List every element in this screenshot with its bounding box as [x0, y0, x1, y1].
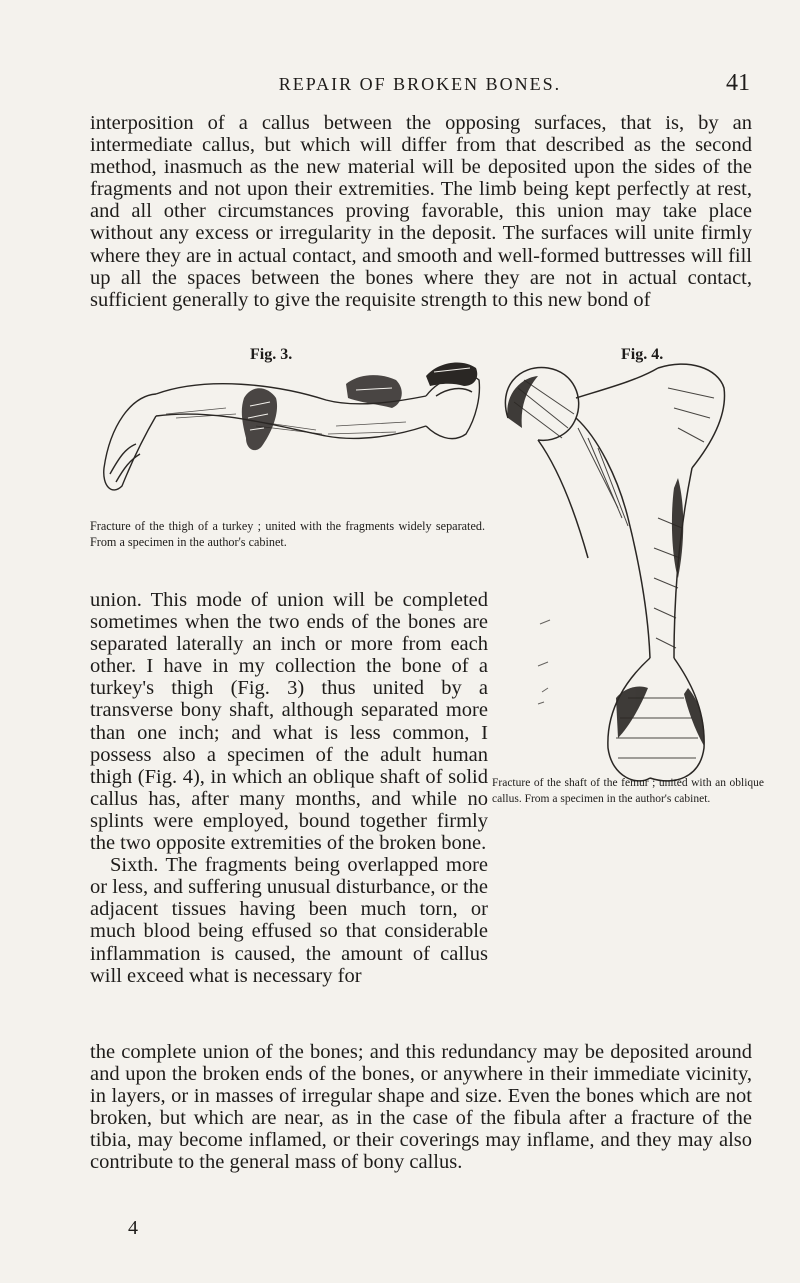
femur-illustration — [478, 358, 762, 788]
turkey-thigh-bone-illustration — [96, 356, 481, 506]
fig3-caption: Fracture of the thigh of a turkey ; united with the fragments widely separated. From a specimen in the author's cabinet. — [90, 519, 485, 549]
paragraph-bottom: the complete union of the bones; and this redundancy may be deposited around and upon the broken ends of the bones, or anywhere in their immediate vicinity, in layers, or in masses of irregular shape and size. Even the bones which are not broken, but which are near, as in the case of the fibula after a fracture of the tibia, may become inflamed, or their coverings may inflame, and they may also contribute to the general mass of bony callus. — [90, 1041, 752, 1174]
paragraph-union: union. This mode of union will be completed sometimes when the two ends of the bones are separated laterally an inch or more from each other. I have in my collection the bone of a turkey's thigh (Fig. 3) thus united by a transverse bony shaft, although separated more than one inch; and what is less common, I possess also a specimen of the adult human thigh (Fig. 4), in which an oblique shaft of solid callus has, after many months, and while no splints were employed, bound together firmly the two opposite extremities of the broken bone. — [90, 589, 488, 855]
fig4-label: Fig. 4. — [621, 346, 664, 363]
paragraph-left-column — [90, 589, 488, 987]
paragraph-sixth: Sixth. The fragments being overlapped more or less, and suffering unusual disturbance, or the adjacent tissues having been much torn, or much blood being effused so that considerable inflammation is caused, the amount of callus will exceed what is necessary for — [90, 854, 488, 987]
signature-mark: 4 — [128, 1217, 138, 1239]
paragraph-top: interposition of a callus between the opposing surfaces, that is, by an intermediate callus, but which will differ from that described as the second method, inasmuch as the new material will be deposited upon the sides of the fragments and not upon their extremities. The limb being kept perfectly at rest, and all other circumstances proving favorable, this union may take place without any excess or irregularity in the deposit. The surfaces will unite firmly where they are in actual contact, and smooth and well-formed buttresses will fill up all the spaces between the bones where they are not in actual contact, sufficient generally to give the requisite strength to this new bond of — [90, 112, 752, 311]
fig3-label: Fig. 3. — [250, 346, 293, 363]
page-number: 41 — [726, 70, 750, 96]
running-head — [90, 70, 750, 100]
running-head-title: REPAIR OF BROKEN BONES. — [278, 74, 562, 94]
fig4-caption: Fracture of the shaft of the femur ; united with an oblique callus. From a specimen in the author's cabinet. — [492, 777, 764, 805]
